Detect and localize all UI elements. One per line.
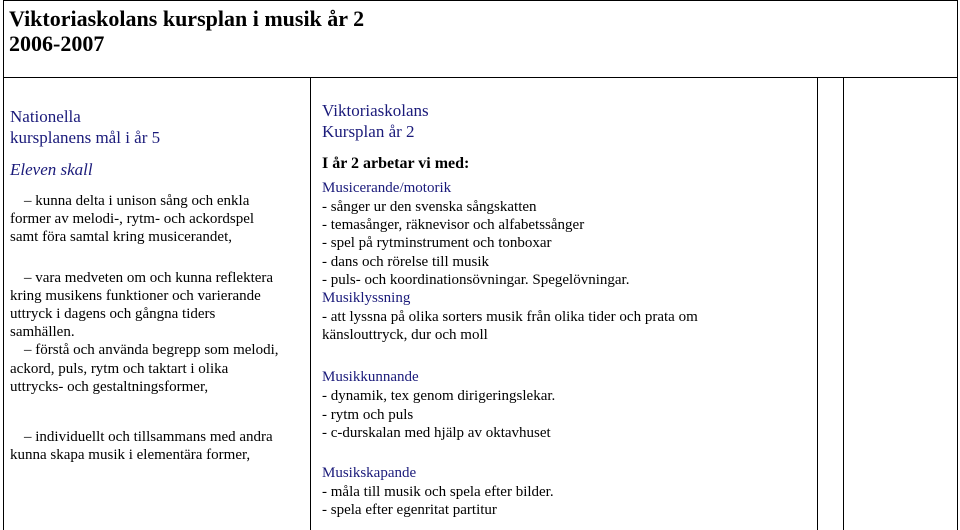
goal-item xyxy=(10,192,305,247)
section-item: - spel på rytminstrument och tonboxar xyxy=(322,235,552,252)
section-item: - att lyssna på olika sorters musik från olika tider och prata om xyxy=(322,309,698,326)
section-item: - dans och rörelse till musik xyxy=(322,253,490,270)
goal-line: – förstå och använda begrepp som melodi, xyxy=(24,342,279,359)
goal-line: kring musikens funktioner och varierande xyxy=(10,287,261,304)
doc-years: 2006-2007 xyxy=(9,31,105,56)
goal-item xyxy=(10,428,305,464)
section xyxy=(322,289,812,344)
column-divider xyxy=(817,77,818,530)
column-divider xyxy=(310,77,311,530)
border-top xyxy=(3,0,958,1)
left-heading-1: Nationella xyxy=(10,107,81,126)
goal-line: ackord, puls, rytm och taktart i olika xyxy=(10,360,229,377)
goal-item xyxy=(10,269,305,342)
section-item: - spela efter egenritat partitur xyxy=(322,502,497,519)
section-item: - dynamik, tex genom dirigeringslekar. xyxy=(322,388,556,405)
section-title: Musikkunnande xyxy=(322,369,419,386)
border-left xyxy=(3,0,4,530)
goal-line: former av melodi-, rytm- och ackordspel xyxy=(10,211,255,228)
left-heading-2: kursplanens mål i år 5 xyxy=(10,128,161,147)
left-column xyxy=(10,106,305,464)
title-divider xyxy=(3,77,958,78)
goal-line: – vara medveten om och kunna reflektera xyxy=(24,269,274,286)
goal-line: – kunna delta i unison sång och enkla xyxy=(24,193,250,209)
right-heading-1: Viktoriaskolans xyxy=(322,101,429,120)
column-divider xyxy=(843,77,844,530)
right-heading-2: Kursplan år 2 xyxy=(322,122,415,141)
goal-line: samhällen. xyxy=(10,324,75,341)
intro-text: I år 2 arbetar vi med: xyxy=(322,155,470,172)
goal-item xyxy=(10,341,305,396)
section-item: - c-durskalan med hjälp av oktavhuset xyxy=(322,424,551,441)
section-title: Musikskapande xyxy=(322,465,417,482)
section-item: - måla till musik och spela efter bilder. xyxy=(322,484,554,501)
left-subheading: Eleven skall xyxy=(10,160,93,179)
goal-line: – individuellt och tillsammans med andra xyxy=(24,429,273,446)
section xyxy=(322,368,812,442)
section-item: - temasånger, räknevisor och alfabetssånger xyxy=(322,217,585,234)
section-item: - sånger ur den svenska sångskatten xyxy=(322,199,537,215)
border-right xyxy=(957,0,958,530)
section-title: Musiklyssning xyxy=(322,290,411,307)
section-item: - puls- och koordinationsövningar. Spegelövningar. xyxy=(322,271,630,288)
section xyxy=(322,464,812,519)
right-column xyxy=(322,100,812,519)
goal-line: kunna skapa musik i elementära former, xyxy=(10,447,251,464)
goals-list xyxy=(10,192,305,464)
section-title: Musicerande/motorik xyxy=(322,180,452,196)
section-item: känslouttryck, dur och moll xyxy=(322,327,488,344)
goal-line: samt föra samtal kring musicerandet, xyxy=(10,229,233,246)
goal-line: uttryck i dagens och gångna tiders xyxy=(10,306,216,323)
sections-list xyxy=(322,179,812,519)
section-item: - rytm och puls xyxy=(322,406,414,423)
section xyxy=(322,179,812,289)
doc-title: Viktoriaskolans kursplan i musik år 2 xyxy=(9,6,365,31)
goal-line: uttrycks- och gestaltningsformer, xyxy=(10,378,209,395)
